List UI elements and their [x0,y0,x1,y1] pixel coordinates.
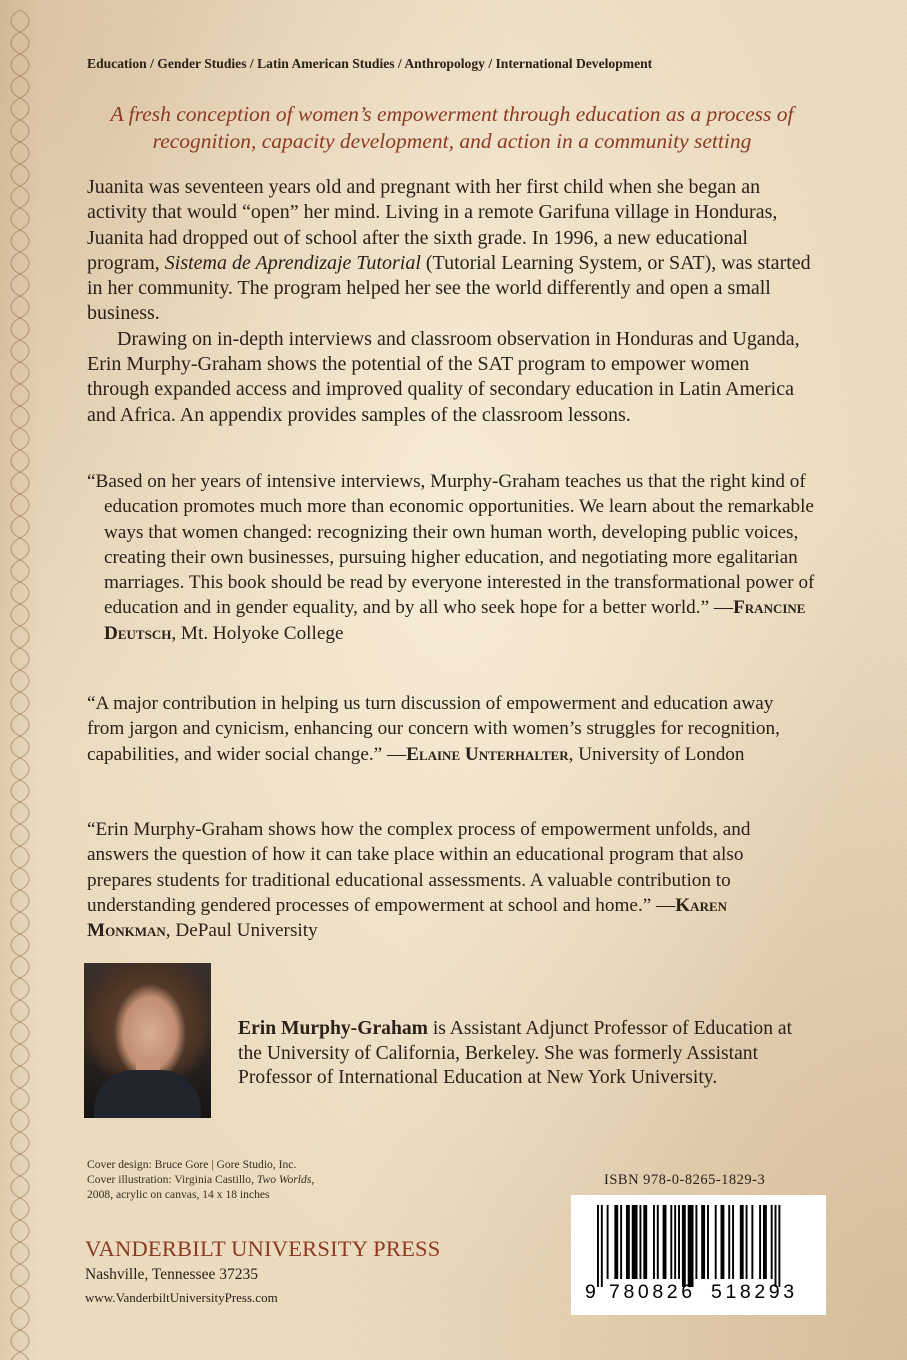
illustration-title: Two Worlds [256,1173,312,1186]
spine-loop [11,758,29,780]
spine-loop [11,318,29,340]
endorsement-3: “Erin Murphy-Graham shows how the complex process of empowerment unfolds, and answers the question of how it can take place within an educational program that also prepares students for traditional educational assessments. A valuable contribution to understanding gendered processes of empowerment at school and home.” —Karen Monkman, DePaul University [87,819,751,942]
barcode-bar [728,1205,730,1279]
spine-loop [11,54,29,76]
spine-loop [11,538,29,560]
spine-loop [11,1198,29,1220]
spine-loop [11,296,29,318]
barcode-bar [614,1205,618,1279]
barcode-bar [688,1205,694,1287]
spine-loop [11,384,29,406]
barcode-bar [771,1205,773,1279]
spine-loop [11,1264,29,1286]
endorser-affiliation: , University of London [568,743,745,765]
spine-loop [11,648,29,670]
barcode-bar [775,1205,777,1287]
barcode-bar [721,1205,725,1279]
barcode-bar [763,1205,767,1279]
barcode-bar [632,1205,638,1279]
spine-loop [11,1286,29,1308]
tagline: A fresh conception of women’s empowerment through education as a process of recognition, capacity development, and action in a community setting [110,102,794,153]
barcode-bar [626,1205,630,1279]
spine-loop [11,230,29,252]
barcode-group-1: 780826 [609,1281,696,1303]
spine-loop [11,582,29,604]
spine-loop [11,670,29,692]
spine-loop [11,208,29,230]
endorsement-2: “A major contribution in helping us turn discussion of empowerment and education away from jargon and cynicism, enhancing our concern with women’s struggles for recognition, capabilities, and wider social change.” —Elaine Unterhalter, University of London [87,693,780,765]
spine-loop [11,1176,29,1198]
spine-loop [11,164,29,186]
spine-loop [11,1154,29,1176]
spine-loop [11,340,29,362]
spine-loop [11,560,29,582]
spine-loop [11,428,29,450]
barcode-number [571,1281,826,1311]
spine-edge [0,0,40,1360]
barcode-bar [601,1205,603,1287]
description-paragraph-1 [87,175,812,327]
spine-loop [11,406,29,428]
spine-loop [11,846,29,868]
spine-ornament [6,0,34,1360]
description-paragraph-2: Drawing on in-depth interviews and classroom observation in Honduras and Uganda, Erin Murphy-Graham shows the potential of the SAT program to empower women through expanded access and improved quality of secondary education in Latin America and Africa. An appendix provides samples of the classroom lessons. [87,327,800,426]
spine-loop [11,32,29,54]
publisher-city: Nashville, Tennessee 37235 [85,1266,258,1283]
spine-loop [11,626,29,648]
publisher-name: VANDERBILT UNIVERSITY PRESS [85,1236,441,1261]
barcode-bar [663,1205,667,1279]
spine-loop [11,802,29,824]
spine-loop [11,450,29,472]
spine-loop [11,274,29,296]
isbn: ISBN 978-0-8265-1829-3 [604,1172,766,1188]
spine-loop [11,1220,29,1242]
endorser-name: Elaine Unterhalter [406,743,569,765]
barcode-group-2: 518293 [711,1281,798,1303]
publisher-block [85,1235,505,1309]
spine-loop [11,1044,29,1066]
endorser-affiliation: , DePaul University [165,920,318,942]
spine-loop [11,362,29,384]
spine-loop [11,10,29,32]
spine-loop [11,1000,29,1022]
barcode-bar [751,1205,753,1279]
spine-loop [11,252,29,274]
spine-loop [11,780,29,802]
author-name: Erin Murphy-Graham [238,1018,428,1039]
spine-loop [11,912,29,934]
spine-loop [11,1308,29,1330]
barcode-lead-digit: 9 [585,1281,596,1303]
barcode-bar [597,1205,599,1287]
author-bio [238,1017,798,1091]
endorser-affiliation: , Mt. Holyoke College [171,622,344,644]
spine-loop [11,736,29,758]
barcode-bar [670,1205,672,1279]
author-photo-shirt [94,1070,201,1118]
barcode-bar [695,1205,697,1279]
spine-loop [11,890,29,912]
spine-loop [11,142,29,164]
spine-loop [11,1330,29,1352]
spine-loop [11,494,29,516]
publisher-url[interactable]: www.VanderbiltUniversityPress.com [85,1290,278,1305]
spine-loop [11,120,29,142]
description-text: (Tutorial Learning System, or SAT), was started in her community. The program helped her see the world differently and open a small business. [87,251,811,325]
barcode-bar [643,1205,647,1279]
spine-loop [11,1022,29,1044]
spine-loop [11,1242,29,1264]
spine-loop [11,1110,29,1132]
illustration-details: 2008, acrylic on canvas, 14 x 18 inches [87,1188,270,1201]
barcode-bar [674,1205,676,1279]
spine-loop [11,76,29,98]
description-text: Juanita was seventeen years old and pregnant with her first child when she began an activity that would “open” her mind. Living in a remote Garifuna village in Honduras, Juanita had dropped out of school after the sixth grade. In 1996, a new educational program, [87,176,778,274]
barcode [571,1195,826,1315]
barcode-bar [682,1205,686,1287]
barcode-bar [732,1205,734,1279]
spine-loop [11,934,29,956]
spine-loop [11,714,29,736]
spine-loop [11,472,29,494]
spine-loop [11,604,29,626]
book-description [87,175,812,428]
spine-loop [11,868,29,890]
spine-loop [11,1132,29,1154]
barcode-bar [678,1205,680,1279]
spine-loop [11,516,29,538]
barcode-bar [715,1205,717,1279]
endorsement-1: “Based on her years of intensive interviews, Murphy-Graham teaches us that the right kind of education promotes much more than economic opportunities. We learn about the remarkable ways that women changed: recognizing their own human worth, developing public voices, creating their own businesses, pursuing higher education, and negotiating more egalitarian marriages. This book should be read by everyone interested in the transformational power of education and in gender equality, and by all who seek hope for a better world.” —Francine Deutsch, Mt. Holyoke College [87,471,815,644]
author-photo [84,963,211,1118]
cover-design-credit: Cover design: Bruce Gore | Gore Studio, Inc. [87,1158,297,1171]
spine-loop [11,956,29,978]
author-bio-text: is Assistant Adjunct Professor of Education at the University of California, Berkeley. She was formerly Assistant Professor of International Education at New York University. [238,1018,793,1089]
barcode-bar [759,1205,761,1279]
barcode-bar [701,1205,705,1279]
spine-loop [11,1088,29,1110]
spine-loop [11,186,29,208]
barcode-bar [653,1205,655,1279]
cover-illustration-credit: Cover illustration: Virginia Castillo, Two Worlds, [87,1173,315,1186]
cover-credits [87,1157,387,1202]
spine-loop [11,978,29,1000]
barcode-bar [620,1205,622,1279]
program-name: Sistema de Aprendizaje Tutorial [164,251,421,274]
barcode-bar [657,1205,659,1279]
barcode-bar [746,1205,748,1279]
endorser-name: Karen Monkman [87,894,728,942]
barcode-bar [740,1205,744,1279]
barcode-bar [639,1205,641,1279]
subject-categories: Education / Gender Studies / Latin American Studies / Anthropology / International Development [87,56,653,71]
spine-loop [11,98,29,120]
spine-loop [11,824,29,846]
spine-loop [11,692,29,714]
barcode-bar [607,1205,609,1279]
endorser-name: Francine Deutsch [104,597,806,644]
spine-loop [11,1352,29,1360]
barcode-bar [707,1205,709,1279]
barcode-bar [778,1205,780,1287]
spine-loop [11,1066,29,1088]
